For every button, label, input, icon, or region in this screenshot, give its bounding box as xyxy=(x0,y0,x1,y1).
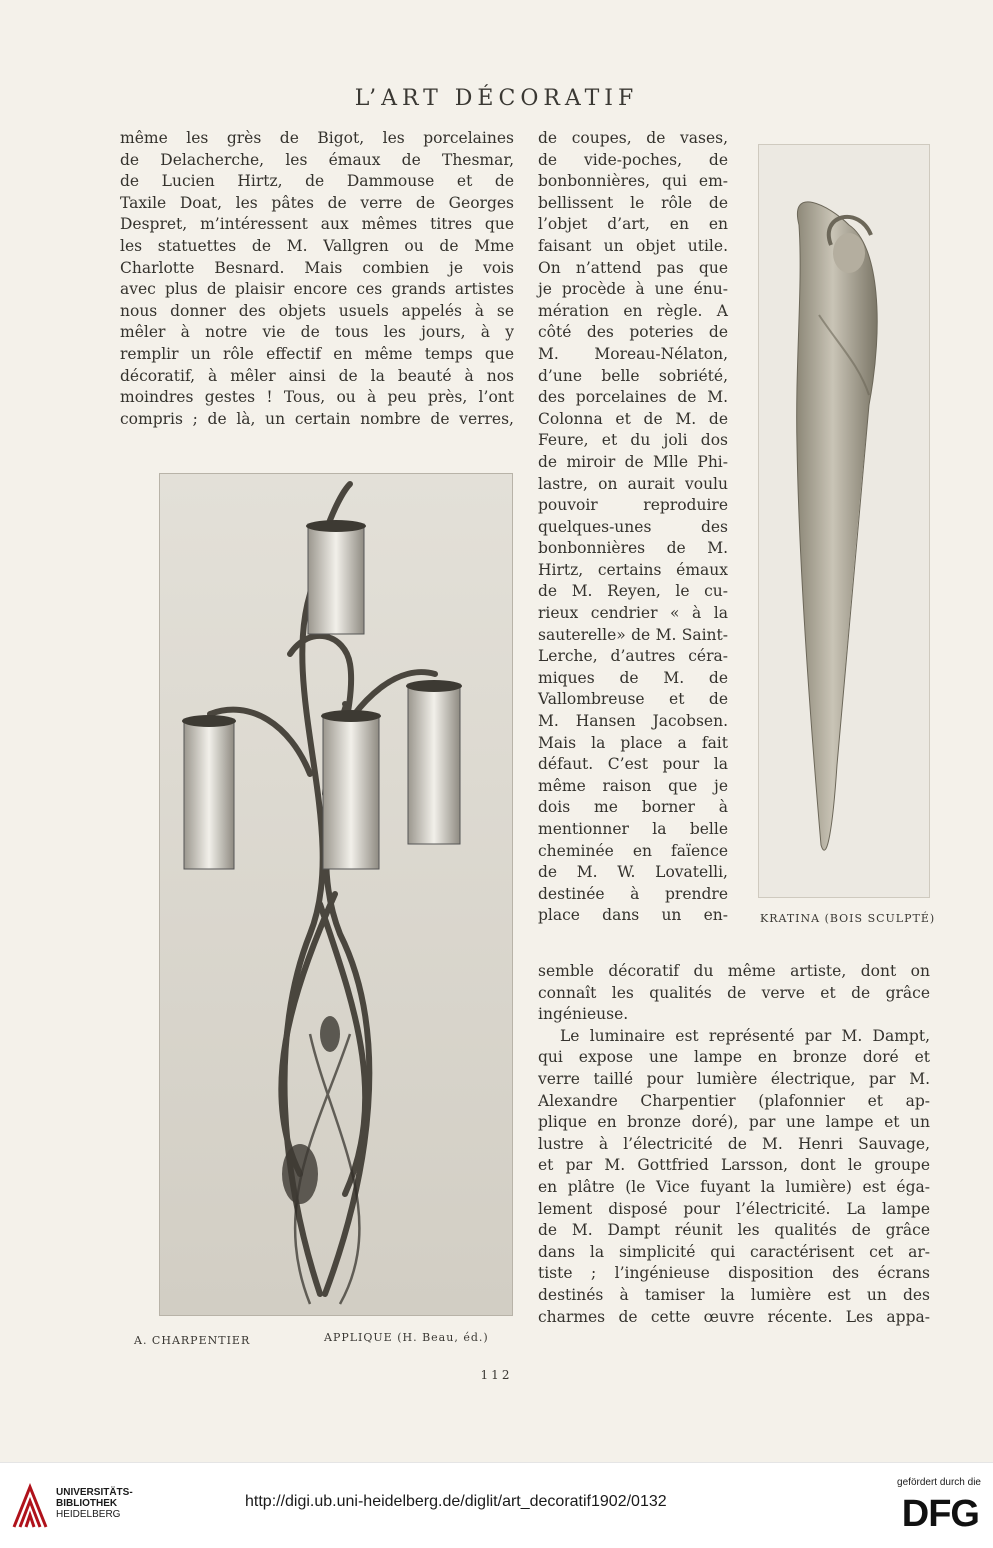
text-line: dois me borner à xyxy=(538,798,728,817)
text-line: bonbonnières de M. xyxy=(538,539,728,558)
text-line: connaît les qualités de verve et de grâce xyxy=(538,983,930,1002)
text-line: Alexandre Charpentier (plafonnier et ap- xyxy=(538,1091,930,1110)
text-line: de M. W. Lovatelli, xyxy=(538,863,728,882)
dfg-logo: DFG xyxy=(901,1493,979,1535)
library-line-3: HEIDELBERG xyxy=(56,1509,121,1520)
text-column-left xyxy=(120,128,514,430)
text-line: côté des poteries de xyxy=(538,323,728,342)
text-line: mêler à notre vie de tous les jours, à y xyxy=(120,323,514,342)
text-line: mentionner la belle xyxy=(538,820,728,838)
text-line: Feure, et du joli dos xyxy=(538,431,728,450)
text-line: Hirtz, certains émaux xyxy=(538,560,728,579)
text-line: en plâtre (le Vice fuyant la lumière) est éga- xyxy=(538,1177,930,1196)
page-number: 112 xyxy=(480,1368,513,1382)
university-library-name xyxy=(56,1487,133,1520)
text-line: verre taillé pour lumière électrique, par M. xyxy=(538,1069,930,1088)
text-line: je procède à une énu- xyxy=(538,280,728,299)
text-line: lastre, on aurait voulu xyxy=(538,474,728,493)
text-line: lustre à l’électricité de M. Henri Sauvage, xyxy=(538,1134,930,1153)
applique-caption-title: APPLIQUE (H. Beau, éd.) xyxy=(324,1331,489,1344)
text-line: bellissent le rôle de xyxy=(538,193,728,212)
text-line: mération en règle. A xyxy=(538,301,728,320)
text-line: plique en bronze doré), par une lampe et un xyxy=(538,1113,930,1132)
text-line: et par M. Gottfried Larsson, dont le groupe xyxy=(538,1156,930,1175)
text-line: semble décoratif du même artiste, dont on xyxy=(538,962,930,980)
text-line: dans la simplicité qui caractérisent cet ar- xyxy=(538,1242,930,1261)
text-line: Vallombreuse et de xyxy=(538,690,728,709)
text-line: de M. Dampt réunit les qualités de grâce xyxy=(538,1221,930,1240)
applique-caption-artist: A. CHARPENTIER xyxy=(134,1334,251,1347)
text-line: M. Hansen Jacobsen. xyxy=(538,712,728,731)
text-line: lement disposé pour l’électricité. La lampe xyxy=(538,1199,930,1218)
library-line-1: UNIVERSITÄTS- xyxy=(56,1487,133,1498)
text-line: rieux cendrier « à la xyxy=(538,604,728,623)
text-line: de vide-poches, de xyxy=(538,150,728,169)
text-line: Le luminaire est représenté par M. Dampt, xyxy=(560,1026,930,1045)
glass-shade-left xyxy=(182,715,236,869)
glass-shade-top xyxy=(306,520,366,634)
kratina-photograph xyxy=(758,144,930,898)
text-line: sauterelle» de M. Saint- xyxy=(538,625,728,644)
text-line: place dans un en- xyxy=(538,906,728,925)
text-line: charmes de cette œuvre récente. Les appa- xyxy=(538,1307,930,1326)
text-line: quelques-unes des xyxy=(538,517,728,536)
text-line: miques de M. de xyxy=(538,668,728,687)
text-line: destinés à tamiser la lumière est un des xyxy=(538,1285,930,1304)
text-line: qui expose une lampe en bronze doré et xyxy=(538,1048,930,1067)
running-header: L’ART DÉCORATIF xyxy=(354,86,639,111)
library-line-2: BIBLIOTHEK xyxy=(56,1498,118,1509)
glass-shade-right xyxy=(406,680,462,844)
text-line: M. Moreau-Nélaton, xyxy=(538,344,728,363)
text-line: de coupes, de vases, xyxy=(538,129,728,147)
applique-photograph xyxy=(159,473,513,1316)
text-line: On n’attend pas que xyxy=(538,258,728,277)
university-library-logo-icon xyxy=(10,1483,50,1531)
text-line: Colonna et de M. de xyxy=(538,409,728,428)
text-line: d’une belle sobriété, xyxy=(538,366,728,385)
text-line: l’objet d’art, en en xyxy=(538,215,728,234)
text-line: même raison que je xyxy=(538,776,728,795)
text-line: Lerche, d’autres céra- xyxy=(538,647,728,666)
text-line: remplir un rôle effectif en même temps que xyxy=(120,344,514,363)
text-line: les statuettes de M. Vallgren ou de Mme xyxy=(120,236,514,255)
text-line: même les grès de Bigot, les porcelaines xyxy=(120,129,514,147)
text-line: de Delacherche, les émaux de Thesmar, xyxy=(120,150,514,169)
text-line: faisant un objet utile. xyxy=(538,236,728,255)
text-line: Taxile Doat, les pâtes de verre de Georges xyxy=(120,193,514,212)
text-line: cheminée en faïence xyxy=(538,841,728,860)
text-line: ingénieuse. xyxy=(538,1005,629,1024)
text-line: destinée à prendre xyxy=(538,884,728,903)
digitization-footer xyxy=(0,1462,993,1548)
text-line: avec plus de plaisir encore ces grands artistes xyxy=(120,280,514,299)
permalink-url[interactable]: http://digi.ub.uni-heidelberg.de/diglit/art_decoratif1902/0132 xyxy=(245,1493,667,1510)
text-line: de Lucien Hirtz, de Dammouse et de xyxy=(120,172,514,191)
text-line: pouvoir reproduire xyxy=(538,496,728,515)
text-line: nous donner des objets usuels appelés à se xyxy=(120,301,514,320)
text-line: de miroir de Mlle Phi- xyxy=(538,452,728,471)
text-line: moindres gestes ! Tous, ou à peu près, l’ont xyxy=(120,388,514,407)
text-line: décoratif, à mêler ainsi de la beauté à nos xyxy=(120,366,514,385)
text-line: compris ; de là, un certain nombre de verres, xyxy=(120,409,514,428)
text-line: Despret, m’intéressent aux mêmes titres que xyxy=(120,215,514,234)
kratina-illustration xyxy=(759,145,929,897)
text-column-middle xyxy=(538,128,728,927)
text-line: Mais la place a fait xyxy=(538,733,728,752)
text-line: bonbonnières, qui em- xyxy=(538,172,728,191)
applique-illustration xyxy=(160,474,512,1315)
text-line: des porcelaines de M. xyxy=(538,388,728,407)
glass-shade-center xyxy=(321,710,381,869)
text-line: Charlotte Besnard. Mais combien je vois xyxy=(120,258,514,277)
funder-note: gefördert durch die xyxy=(897,1477,981,1488)
kratina-caption: KRATINA (BOIS SCULPTÉ) xyxy=(760,912,936,925)
text-line: défaut. C’est pour la xyxy=(538,755,728,774)
text-line: tiste ; l’ingénieuse disposition des écrans xyxy=(538,1264,930,1283)
text-line: de M. Reyen, le cu- xyxy=(538,582,728,601)
text-column-bottom xyxy=(538,961,930,1328)
